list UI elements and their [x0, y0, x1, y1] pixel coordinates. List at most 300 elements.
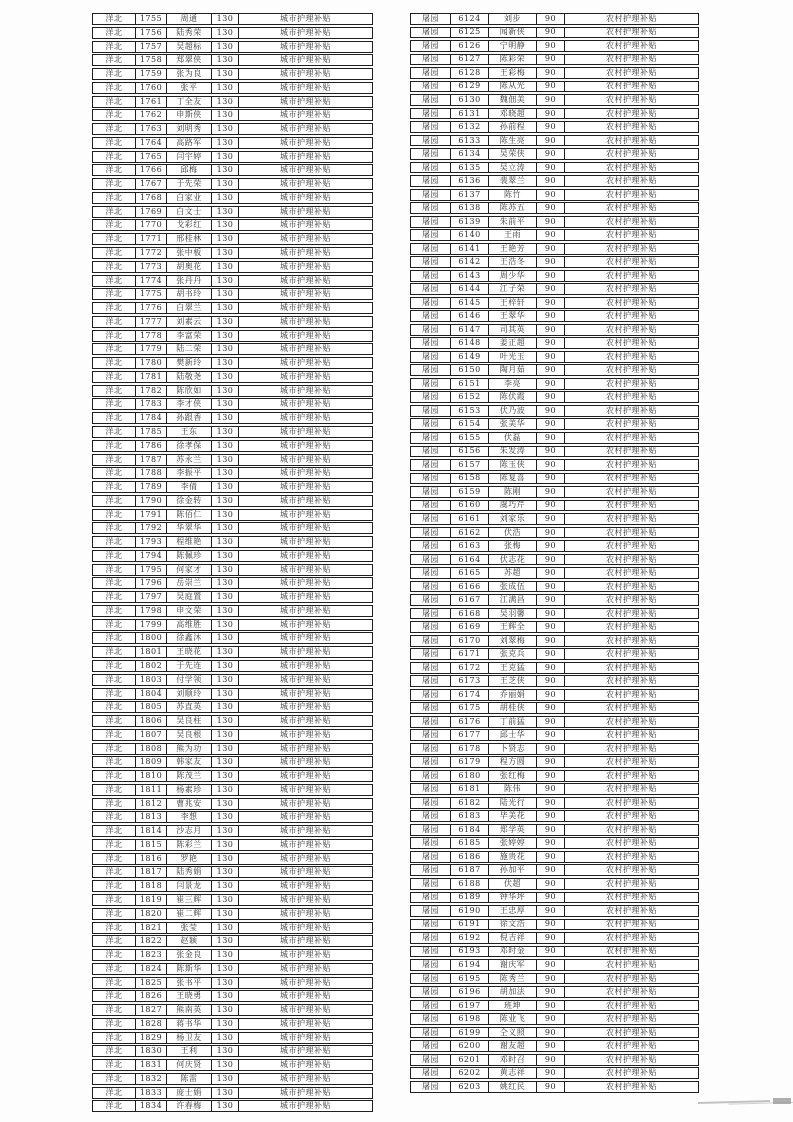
- table-row: [410, 297, 699, 309]
- region-cell: 屠园: [411, 95, 451, 105]
- serial-cell: 6165: [451, 568, 489, 578]
- subsidy-cell: 农村护理补贴: [606, 770, 657, 780]
- amount-cell: 130: [212, 124, 239, 134]
- table-row: [410, 446, 699, 458]
- subsidy-cell: 城市护理补贴: [280, 784, 331, 794]
- serial-cell: 6196: [451, 987, 489, 997]
- subsidy-cell: 城市护理补贴: [280, 936, 331, 946]
- serial-cell: 6173: [451, 676, 489, 686]
- region-cell: 洋北: [93, 1101, 136, 1111]
- serial-cell: 6189: [451, 893, 489, 903]
- amount-cell: 90: [537, 298, 565, 308]
- name-cell: 魏佃美: [489, 95, 537, 105]
- serial-cell: 1760: [136, 83, 167, 93]
- amount-cell: 90: [537, 974, 565, 984]
- table-row: [410, 756, 699, 768]
- name-cell: 刘明秀: [167, 124, 212, 134]
- table-row: [92, 1073, 373, 1085]
- serial-cell: 6198: [451, 1014, 489, 1024]
- subsidy-cell: 农村护理补贴: [606, 432, 657, 442]
- table-row: [410, 270, 699, 282]
- table-row: [92, 660, 373, 672]
- region-cell: 洋北: [93, 1033, 136, 1043]
- region-cell: 洋北: [93, 455, 136, 465]
- subsidy-cell: 农村护理补贴: [606, 676, 657, 686]
- region-cell: 洋北: [93, 69, 136, 79]
- region-cell: 屠园: [411, 109, 451, 119]
- table-row: [92, 151, 373, 163]
- subsidy-cell: 城市护理补贴: [280, 881, 331, 891]
- serial-cell: 6201: [451, 1055, 489, 1065]
- table-row: [92, 1018, 373, 1030]
- table-row: [410, 310, 699, 322]
- name-cell: 施贵花: [489, 852, 537, 862]
- serial-cell: 1787: [136, 455, 167, 465]
- amount-cell: 130: [212, 110, 239, 120]
- serial-cell: 1795: [136, 565, 167, 575]
- subsidy-cell: 农村护理补贴: [606, 906, 657, 915]
- serial-cell: 1809: [136, 757, 167, 767]
- table-row: [92, 770, 373, 782]
- amount-cell: 130: [212, 69, 239, 79]
- region-cell: 洋北: [93, 578, 136, 588]
- name-cell: 裴翠兰: [489, 176, 537, 186]
- amount-cell: 130: [212, 1088, 239, 1098]
- subsidy-cell: 农村护理补贴: [606, 554, 657, 564]
- table-row: [92, 674, 373, 686]
- name-cell: 陆秀娟: [167, 867, 212, 877]
- subsidy-cell: 城市护理补贴: [280, 592, 331, 602]
- name-cell: 闫宇婷: [167, 152, 212, 162]
- table-row: [410, 946, 699, 958]
- amount-cell: 130: [212, 881, 239, 891]
- name-cell: 白文士: [167, 207, 212, 217]
- serial-cell: 6160: [451, 501, 489, 511]
- subsidy-cell: 农村护理补贴: [606, 541, 657, 551]
- serial-cell: 1819: [136, 895, 167, 905]
- subsidy-cell: 城市护理补贴: [280, 316, 331, 326]
- serial-cell: 1798: [136, 606, 167, 616]
- subsidy-cell: 城市护理补贴: [280, 399, 331, 409]
- subsidy-cell: 农村护理补贴: [606, 851, 657, 861]
- region-cell: 屠园: [411, 1028, 451, 1038]
- amount-cell: 90: [537, 636, 565, 646]
- table-row: [92, 784, 373, 796]
- name-cell: 吴庭置: [167, 592, 212, 602]
- region-cell: 洋北: [93, 592, 136, 602]
- amount-cell: 90: [537, 82, 565, 92]
- amount-cell: 130: [212, 991, 239, 1001]
- subsidy-cell: 城市护理补贴: [280, 1032, 331, 1042]
- table-row: [92, 219, 373, 231]
- amount-cell: 130: [212, 386, 239, 396]
- name-cell: 王东: [167, 427, 212, 437]
- subsidy-cell: 农村护理补贴: [606, 68, 657, 77]
- name-cell: 王梓轩: [489, 298, 537, 308]
- subsidy-cell: 城市护理补贴: [280, 702, 331, 712]
- name-cell: 王晓勇: [167, 991, 212, 1001]
- table-row: [410, 135, 699, 147]
- amount-cell: 90: [537, 406, 565, 416]
- subsidy-cell: 城市护理补贴: [280, 564, 331, 574]
- region-cell: 洋北: [93, 606, 136, 616]
- region-cell: 屠园: [411, 1014, 451, 1024]
- table-row: [92, 550, 373, 562]
- serial-cell: 6153: [451, 406, 489, 416]
- amount-cell: 90: [537, 703, 565, 713]
- subsidy-cell: 城市护理补贴: [280, 537, 331, 547]
- serial-cell: 1830: [136, 1046, 167, 1056]
- table-row: [410, 892, 699, 904]
- table-row: [92, 137, 373, 149]
- amount-cell: 130: [212, 675, 239, 685]
- name-cell: 张中板: [167, 248, 212, 258]
- region-cell: 屠园: [411, 257, 451, 267]
- amount-cell: 90: [537, 744, 565, 754]
- subsidy-cell: 农村护理补贴: [606, 1014, 657, 1024]
- table-row: [410, 432, 699, 444]
- serial-cell: 1801: [136, 647, 167, 657]
- table-row: [92, 302, 373, 314]
- subsidy-cell: 农村护理补贴: [606, 649, 657, 659]
- region-cell: 洋北: [93, 785, 136, 795]
- serial-cell: 1770: [136, 220, 167, 230]
- name-cell: 张平: [167, 83, 212, 93]
- serial-cell: 1824: [136, 964, 167, 974]
- subsidy-cell: 城市护理补贴: [280, 1087, 331, 1097]
- amount-cell: 130: [212, 578, 239, 588]
- amount-cell: 130: [212, 234, 239, 244]
- region-cell: 洋北: [93, 1088, 136, 1098]
- subsidy-cell: 城市护理补贴: [280, 991, 331, 1001]
- serial-cell: 6127: [451, 55, 489, 65]
- subsidy-cell: 城市护理补贴: [280, 344, 331, 354]
- serial-cell: 1786: [136, 441, 167, 451]
- subsidy-cell: 农村护理补贴: [606, 1081, 657, 1091]
- name-cell: 伏超: [489, 879, 537, 889]
- name-cell: 王辉全: [489, 622, 537, 632]
- table-row: [410, 729, 699, 741]
- serial-cell: 6144: [451, 284, 489, 294]
- subsidy-cell: 农村护理补贴: [606, 879, 657, 888]
- region-cell: 屠园: [411, 555, 451, 565]
- region-cell: 洋北: [93, 331, 136, 341]
- amount-cell: 90: [537, 906, 565, 916]
- subsidy-cell: 城市护理补贴: [280, 1101, 331, 1111]
- region-cell: 屠园: [411, 1082, 451, 1092]
- subsidy-cell: 城市护理补贴: [280, 1060, 331, 1070]
- serial-cell: 1756: [136, 28, 167, 38]
- region-cell: 屠园: [411, 487, 451, 497]
- serial-cell: 1791: [136, 510, 167, 520]
- table-row: [92, 109, 373, 121]
- subsidy-cell: 城市护理补贴: [280, 385, 331, 395]
- name-cell: 陈雷: [167, 1074, 212, 1084]
- region-cell: 洋北: [93, 482, 136, 492]
- subsidy-cell: 农村护理补贴: [606, 473, 657, 483]
- subsidy-cell: 农村护理补贴: [606, 230, 657, 240]
- table-row: [410, 94, 699, 106]
- name-cell: 陆二荣: [167, 344, 212, 354]
- rural-subsidy-table: [410, 13, 699, 1093]
- table-row: [410, 905, 699, 917]
- region-cell: 洋北: [93, 826, 136, 836]
- table-row: [92, 481, 373, 493]
- subsidy-cell: 城市护理补贴: [280, 950, 331, 960]
- subsidy-cell: 农村护理补贴: [606, 446, 657, 456]
- region-cell: 洋北: [93, 716, 136, 726]
- serial-cell: 6194: [451, 960, 489, 970]
- name-cell: 陈业飞: [489, 1014, 537, 1024]
- table-row: [410, 67, 699, 79]
- amount-cell: 90: [537, 190, 565, 200]
- serial-cell: 1789: [136, 482, 167, 492]
- name-cell: 孙加平: [489, 865, 537, 875]
- amount-cell: 130: [212, 28, 239, 38]
- amount-cell: 130: [212, 661, 239, 671]
- name-cell: 钟华坪: [489, 893, 537, 903]
- table-row: [92, 1087, 373, 1099]
- region-cell: 屠园: [411, 690, 451, 700]
- region-cell: 屠园: [411, 284, 451, 294]
- serial-cell: 6134: [451, 149, 489, 159]
- amount-cell: 130: [212, 854, 239, 864]
- amount-cell: 90: [537, 609, 565, 619]
- region-cell: 洋北: [93, 386, 136, 396]
- serial-cell: 1818: [136, 881, 167, 891]
- amount-cell: 90: [537, 960, 565, 970]
- table-row: [92, 343, 373, 355]
- serial-cell: 6197: [451, 1001, 489, 1011]
- name-cell: 陈生亮: [489, 136, 537, 146]
- serial-cell: 6163: [451, 541, 489, 551]
- subsidy-cell: 农村护理补贴: [606, 662, 657, 672]
- serial-cell: 6149: [451, 352, 489, 362]
- name-cell: 黄志祥: [489, 1068, 537, 1078]
- amount-cell: 90: [537, 514, 565, 524]
- table-row: [410, 837, 699, 849]
- region-cell: 洋北: [93, 42, 136, 52]
- subsidy-cell: 城市护理补贴: [280, 151, 331, 161]
- amount-cell: 130: [212, 455, 239, 465]
- subsidy-cell: 农村护理补贴: [606, 419, 657, 429]
- serial-cell: 1805: [136, 702, 167, 712]
- region-cell: 屠园: [411, 433, 451, 443]
- subsidy-cell: 城市护理补贴: [280, 358, 331, 368]
- amount-cell: 130: [212, 1005, 239, 1015]
- table-row: [410, 256, 699, 268]
- serial-cell: 1822: [136, 936, 167, 946]
- amount-cell: 90: [537, 1014, 565, 1024]
- serial-cell: 1775: [136, 289, 167, 299]
- serial-cell: 6200: [451, 1041, 489, 1051]
- amount-cell: 90: [537, 55, 565, 65]
- amount-cell: 130: [212, 441, 239, 451]
- serial-cell: 1814: [136, 826, 167, 836]
- amount-cell: 90: [537, 757, 565, 767]
- amount-cell: 90: [537, 365, 565, 375]
- region-cell: 屠园: [411, 960, 451, 970]
- serial-cell: 1828: [136, 1019, 167, 1029]
- serial-cell: 6199: [451, 1028, 489, 1038]
- name-cell: 宁明静: [489, 41, 537, 51]
- name-cell: 熊南英: [167, 1005, 212, 1015]
- region-cell: 屠园: [411, 338, 451, 348]
- region-cell: 洋北: [93, 248, 136, 258]
- name-cell: 倪吉祥: [489, 933, 537, 943]
- name-cell: 陈斯华: [167, 964, 212, 974]
- amount-cell: 130: [212, 826, 239, 836]
- amount-cell: 130: [212, 840, 239, 850]
- name-cell: 陆敬尧: [167, 372, 212, 382]
- region-cell: 屠园: [411, 365, 451, 375]
- region-cell: 屠园: [411, 176, 451, 186]
- table-row: [410, 1081, 699, 1093]
- name-cell: 陈从光: [489, 82, 537, 92]
- serial-cell: 6136: [451, 176, 489, 186]
- name-cell: 姚红民: [489, 1082, 537, 1092]
- region-cell: 洋北: [93, 55, 136, 65]
- region-cell: 屠园: [411, 920, 451, 930]
- subsidy-cell: 城市护理补贴: [280, 261, 331, 271]
- serial-cell: 6129: [451, 82, 489, 92]
- region-cell: 屠园: [411, 136, 451, 146]
- serial-cell: 6130: [451, 95, 489, 105]
- table-row: [92, 591, 373, 603]
- region-cell: 洋北: [93, 97, 136, 107]
- subsidy-cell: 农村护理补贴: [606, 108, 657, 118]
- serial-cell: 1815: [136, 840, 167, 850]
- subsidy-cell: 农村护理补贴: [606, 743, 657, 753]
- table-row: [92, 949, 373, 961]
- name-cell: 白翠兰: [167, 303, 212, 313]
- name-cell: 刘顺玲: [167, 689, 212, 699]
- region-cell: 洋北: [93, 1005, 136, 1015]
- amount-cell: 90: [537, 595, 565, 605]
- amount-cell: 130: [212, 689, 239, 699]
- table-row: [92, 206, 373, 218]
- amount-cell: 90: [537, 1041, 565, 1051]
- serial-cell: 6180: [451, 771, 489, 781]
- name-cell: 崔二辉: [167, 909, 212, 919]
- table-row: [410, 783, 699, 795]
- amount-cell: 90: [537, 1082, 565, 1092]
- name-cell: 熊为功: [167, 744, 212, 754]
- table-row: [410, 527, 699, 539]
- amount-cell: 130: [212, 55, 239, 65]
- subsidy-cell: 城市护理补贴: [280, 179, 331, 189]
- serial-cell: 1788: [136, 468, 167, 478]
- subsidy-cell: 城市护理补贴: [280, 248, 331, 258]
- amount-cell: 90: [537, 825, 565, 835]
- serial-cell: 6124: [451, 14, 489, 24]
- name-cell: 邓时召: [489, 1055, 537, 1065]
- subsidy-cell: 农村护理补贴: [606, 581, 657, 591]
- region-cell: 屠园: [411, 933, 451, 943]
- amount-cell: 130: [212, 276, 239, 286]
- amount-cell: 130: [212, 923, 239, 933]
- serial-cell: 1826: [136, 991, 167, 1001]
- region-cell: 洋北: [93, 565, 136, 575]
- subsidy-cell: 农村护理补贴: [606, 176, 657, 186]
- table-row: [410, 148, 699, 160]
- table-row: [92, 536, 373, 548]
- name-cell: 王浩冬: [489, 257, 537, 267]
- subsidy-cell: 城市护理补贴: [280, 330, 331, 340]
- region-cell: 屠园: [411, 757, 451, 767]
- region-cell: 屠园: [411, 203, 451, 213]
- table-row: [410, 40, 699, 52]
- table-row: [92, 1004, 373, 1016]
- subsidy-cell: 农村护理补贴: [606, 1041, 657, 1051]
- region-cell: 洋北: [93, 867, 136, 877]
- subsidy-cell: 城市护理补贴: [280, 482, 331, 492]
- region-cell: 屠园: [411, 271, 451, 281]
- serial-cell: 6168: [451, 609, 489, 619]
- serial-cell: 1813: [136, 812, 167, 822]
- subsidy-cell: 农村护理补贴: [606, 811, 657, 821]
- name-cell: 刘步: [489, 14, 537, 24]
- subsidy-cell: 农村护理补贴: [606, 405, 657, 415]
- table-row: [92, 715, 373, 727]
- amount-cell: 90: [537, 244, 565, 254]
- table-row: [92, 605, 373, 617]
- subsidy-cell: 城市护理补贴: [280, 289, 331, 299]
- table-row: [92, 261, 373, 273]
- subsidy-cell: 城市护理补贴: [280, 192, 331, 202]
- serial-cell: 1778: [136, 331, 167, 341]
- region-cell: 洋北: [93, 152, 136, 162]
- scan-artifact-blob: [773, 1098, 791, 1104]
- table-row: [92, 412, 373, 424]
- subsidy-cell: 农村护理补贴: [606, 568, 657, 578]
- serial-cell: 1759: [136, 69, 167, 79]
- subsidy-cell: 农村护理补贴: [606, 527, 657, 537]
- amount-cell: 90: [537, 1055, 565, 1065]
- name-cell: 张婷婷: [489, 838, 537, 848]
- table-row: [92, 288, 373, 300]
- table-row: [92, 426, 373, 438]
- subsidy-cell: 城市护理补贴: [280, 771, 331, 781]
- region-cell: 洋北: [93, 14, 136, 24]
- serial-cell: 1808: [136, 744, 167, 754]
- serial-cell: 1803: [136, 675, 167, 685]
- region-cell: 屠园: [411, 852, 451, 862]
- serial-cell: 6142: [451, 257, 489, 267]
- name-cell: 虞巧芹: [489, 501, 537, 511]
- table-row: [92, 839, 373, 851]
- subsidy-cell: 农村护理补贴: [606, 243, 657, 253]
- subsidy-cell: 城市护理补贴: [280, 812, 331, 822]
- region-cell: 洋北: [93, 234, 136, 244]
- table-row: [410, 121, 699, 133]
- region-cell: 屠园: [411, 149, 451, 159]
- region-cell: 屠园: [411, 609, 451, 619]
- serial-cell: 6192: [451, 933, 489, 943]
- serial-cell: 1827: [136, 1005, 167, 1015]
- table-row: [410, 540, 699, 552]
- amount-cell: 130: [212, 165, 239, 175]
- amount-cell: 130: [212, 730, 239, 740]
- serial-cell: 6167: [451, 595, 489, 605]
- amount-cell: 130: [212, 331, 239, 341]
- region-cell: 屠园: [411, 771, 451, 781]
- serial-cell: 6187: [451, 865, 489, 875]
- table-row: [410, 702, 699, 714]
- region-cell: 洋北: [93, 220, 136, 230]
- table-row: [410, 594, 699, 606]
- region-cell: 屠园: [411, 838, 451, 848]
